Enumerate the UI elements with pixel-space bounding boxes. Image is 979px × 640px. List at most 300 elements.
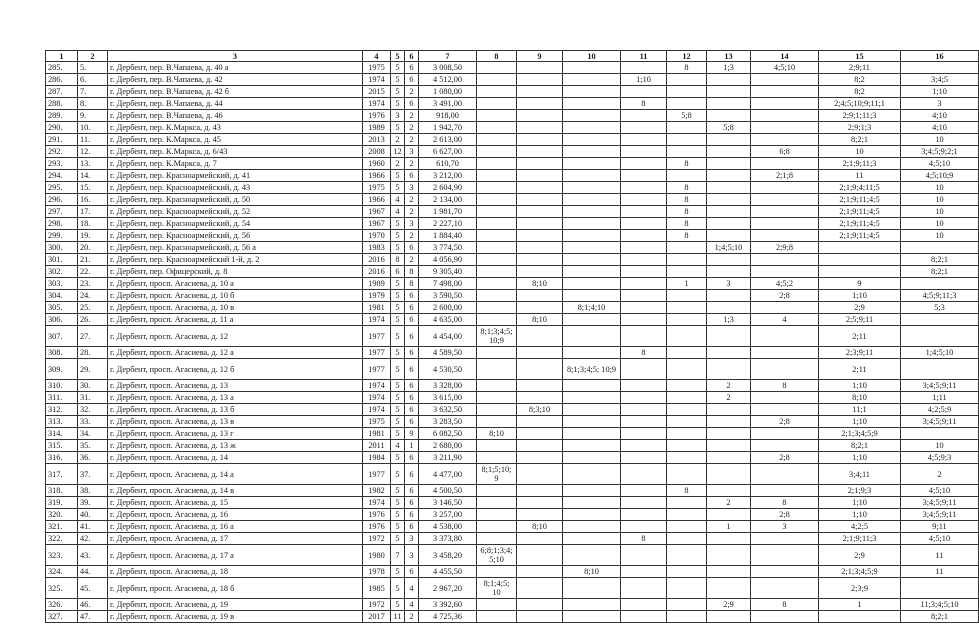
table-cell <box>517 347 563 359</box>
column-header: 2 <box>78 51 108 62</box>
table-cell <box>517 302 563 314</box>
table-cell <box>621 86 667 98</box>
table-cell: 8 <box>405 278 419 290</box>
table-cell: 4;5;9;11;3 <box>901 290 979 302</box>
table-cell: 1975 <box>363 182 391 194</box>
table-cell: 1974 <box>363 380 391 392</box>
table-cell <box>751 218 819 230</box>
table-cell: 5 <box>391 599 405 611</box>
table-cell <box>751 440 819 452</box>
table-cell: 1974 <box>363 392 391 404</box>
table-cell: 1980 <box>363 545 391 566</box>
table-cell: 1 884,40 <box>419 230 477 242</box>
table-cell: 6 627,00 <box>419 146 477 158</box>
table-cell: 5 <box>391 242 405 254</box>
table-cell <box>517 194 563 206</box>
table-cell <box>751 302 819 314</box>
table-row <box>46 359 979 380</box>
table-cell: 5 <box>391 533 405 545</box>
table-cell <box>477 218 517 230</box>
table-cell: 10 <box>901 182 979 194</box>
table-cell <box>563 242 621 254</box>
table-cell: г. Дербент, просп. Агасиева, д. 10 б <box>108 290 363 302</box>
table-cell: 294. <box>46 170 78 182</box>
table-cell: 6 <box>405 485 419 497</box>
table-row <box>46 110 979 122</box>
table-cell: 5 <box>391 404 405 416</box>
table-cell: 8;2 <box>819 86 901 98</box>
table-cell <box>667 611 707 623</box>
table-row <box>46 521 979 533</box>
table-cell <box>667 290 707 302</box>
table-cell: 5 <box>391 392 405 404</box>
table-cell <box>621 182 667 194</box>
table-cell <box>621 416 667 428</box>
table-cell <box>621 611 667 623</box>
table-cell <box>751 74 819 86</box>
table-cell: 36. <box>78 452 108 464</box>
table-cell <box>563 62 621 74</box>
table-row <box>46 242 979 254</box>
table-cell: 2017 <box>363 611 391 623</box>
table-cell <box>563 218 621 230</box>
table-cell: 1976 <box>363 521 391 533</box>
table-cell: 27. <box>78 326 108 347</box>
table-body <box>46 62 979 623</box>
table-cell: 7 <box>391 545 405 566</box>
table-cell: г. Дербент, просп. Агасиева, д. 13 <box>108 380 363 392</box>
table-cell <box>477 347 517 359</box>
table-cell: 1977 <box>363 347 391 359</box>
table-cell: 298. <box>46 218 78 230</box>
table-cell: 3;4;5;9;2;1 <box>901 146 979 158</box>
table-cell <box>477 158 517 170</box>
column-header: 5 <box>391 51 405 62</box>
table-cell: 13. <box>78 158 108 170</box>
table-cell: 2;5;9;11 <box>819 314 901 326</box>
table-cell <box>621 326 667 347</box>
table-cell: г. Дербент, пер. В.Чапаева, д. 40 а <box>108 62 363 74</box>
table-cell: 8 <box>621 98 667 110</box>
table-cell <box>517 242 563 254</box>
table-cell <box>751 206 819 218</box>
table-cell <box>751 359 819 380</box>
table-cell: 302. <box>46 266 78 278</box>
table-cell: 17. <box>78 206 108 218</box>
table-cell <box>563 452 621 464</box>
table-cell: 2 600,00 <box>419 302 477 314</box>
table-cell: 316. <box>46 452 78 464</box>
table-cell: 5 <box>391 314 405 326</box>
table-cell: 2;11 <box>819 326 901 347</box>
table-cell <box>477 521 517 533</box>
table-cell <box>621 194 667 206</box>
table-cell: 289. <box>46 110 78 122</box>
table-cell <box>819 266 901 278</box>
table-cell: 6 <box>405 452 419 464</box>
table-cell: 323. <box>46 545 78 566</box>
table-cell <box>477 359 517 380</box>
table-cell: 2;1;9;4;11;5 <box>819 182 901 194</box>
table-cell: 34. <box>78 428 108 440</box>
table-cell: 3 008,50 <box>419 62 477 74</box>
table-cell: 5 <box>391 380 405 392</box>
table-cell: 4;2;5 <box>819 521 901 533</box>
table-cell: 6 <box>405 98 419 110</box>
table-cell: 6 <box>405 314 419 326</box>
table-row <box>46 170 979 182</box>
table-cell <box>667 578 707 599</box>
table-cell: 8 <box>667 206 707 218</box>
table-cell: 1 <box>819 599 901 611</box>
table-cell <box>563 464 621 485</box>
table-cell: 306. <box>46 314 78 326</box>
table-cell <box>563 314 621 326</box>
table-cell <box>667 416 707 428</box>
table-cell: 8 <box>667 158 707 170</box>
table-cell: г. Дербент, пер. В.Чапаева, д. 42 <box>108 74 363 86</box>
table-cell <box>707 182 751 194</box>
table-cell <box>517 290 563 302</box>
table-cell: 2 604,90 <box>419 182 477 194</box>
table-cell: 1;11 <box>901 392 979 404</box>
table-cell: 1;4;5;10 <box>707 242 751 254</box>
table-cell: 3 <box>405 533 419 545</box>
table-cell: г. Дербент, пер. К.Маркса, д. 7 <box>108 158 363 170</box>
table-cell: 6 <box>405 170 419 182</box>
table-cell <box>707 326 751 347</box>
table-cell: 8 <box>621 533 667 545</box>
table-row <box>46 62 979 74</box>
table-cell <box>517 86 563 98</box>
table-cell <box>621 290 667 302</box>
table-cell <box>667 314 707 326</box>
table-cell <box>707 146 751 158</box>
table-cell <box>751 545 819 566</box>
table-cell: 5 <box>391 62 405 74</box>
table-cell: 1984 <box>363 452 391 464</box>
table-cell: 1;10 <box>819 380 901 392</box>
table-row <box>46 122 979 134</box>
table-cell: 3 <box>405 182 419 194</box>
table-cell: 2 <box>391 134 405 146</box>
table-cell: 2;1;9;3 <box>819 485 901 497</box>
table-cell: 2;9 <box>819 302 901 314</box>
table-cell <box>563 134 621 146</box>
column-header: 11 <box>621 51 667 62</box>
table-cell: 26. <box>78 314 108 326</box>
table-cell <box>751 182 819 194</box>
table-cell: 3 <box>391 110 405 122</box>
table-cell: 6 <box>405 359 419 380</box>
column-header: 1 <box>46 51 78 62</box>
table-cell <box>621 230 667 242</box>
table-cell: 3 <box>751 521 819 533</box>
table-row <box>46 464 979 485</box>
table-cell: г. Дербент, пер. Красноармейский, д. 50 <box>108 194 363 206</box>
table-cell: г. Дербент, просп. Агасиева, д. 13 ж <box>108 440 363 452</box>
table-cell <box>621 146 667 158</box>
table-cell: г. Дербент, пер. В.Чапаева, д. 42 б <box>108 86 363 98</box>
table-cell: 5 <box>391 497 405 509</box>
table-cell: 2;8 <box>751 509 819 521</box>
table-cell <box>563 230 621 242</box>
table-cell <box>563 146 621 158</box>
table-cell: 1974 <box>363 98 391 110</box>
table-row <box>46 404 979 416</box>
table-cell <box>901 314 979 326</box>
table-cell <box>707 74 751 86</box>
table-cell <box>667 380 707 392</box>
table-row <box>46 416 979 428</box>
table-cell <box>517 416 563 428</box>
table-cell: 3;4;11 <box>819 464 901 485</box>
table-cell: г. Дербент, просп. Агасиева, д. 12 <box>108 326 363 347</box>
table-cell: 1979 <box>363 290 391 302</box>
table-cell <box>517 266 563 278</box>
table-cell <box>707 428 751 440</box>
table-cell: 3 491,00 <box>419 98 477 110</box>
table-cell: 35. <box>78 440 108 452</box>
table-cell: 39. <box>78 497 108 509</box>
table-cell <box>477 509 517 521</box>
table-cell: 301. <box>46 254 78 266</box>
table-row <box>46 497 979 509</box>
table-cell: 8 <box>667 218 707 230</box>
table-cell: 4 <box>391 440 405 452</box>
table-cell: 3;4;5;9;11 <box>901 509 979 521</box>
table-cell: 2;1;9;11;4;5 <box>819 218 901 230</box>
table-cell: 303. <box>46 278 78 290</box>
table-cell: 1972 <box>363 599 391 611</box>
table-cell <box>751 611 819 623</box>
table-cell <box>517 464 563 485</box>
table-cell <box>517 206 563 218</box>
table-cell <box>517 326 563 347</box>
table-cell: 41. <box>78 521 108 533</box>
table-cell: 1 <box>667 278 707 290</box>
table-cell: 8;2;1 <box>901 266 979 278</box>
column-header: 16 <box>901 51 979 62</box>
table-cell: 5;8 <box>707 122 751 134</box>
table-row <box>46 611 979 623</box>
table-cell: 8;10 <box>819 392 901 404</box>
table-cell: 45. <box>78 578 108 599</box>
table-cell: 2;4;5;10;9;11;1 <box>819 98 901 110</box>
table-cell: 1972 <box>363 533 391 545</box>
table-cell <box>477 266 517 278</box>
table-cell <box>477 182 517 194</box>
table-cell <box>517 392 563 404</box>
table-cell <box>621 62 667 74</box>
table-cell <box>477 533 517 545</box>
table-cell <box>477 134 517 146</box>
table-cell: 1976 <box>363 509 391 521</box>
table-cell: 8 <box>667 485 707 497</box>
table-cell: 2;1;8 <box>751 170 819 182</box>
table-cell: 18. <box>78 218 108 230</box>
table-cell: 4 <box>391 194 405 206</box>
table-cell: 5 <box>391 302 405 314</box>
table-cell <box>517 452 563 464</box>
table-cell: 38. <box>78 485 108 497</box>
table-row <box>46 509 979 521</box>
table-cell <box>667 74 707 86</box>
table-cell <box>819 242 901 254</box>
table-row <box>46 134 979 146</box>
table-cell <box>477 566 517 578</box>
table-row <box>46 74 979 86</box>
table-cell <box>517 98 563 110</box>
table-cell: 2 <box>391 158 405 170</box>
table-cell: 10 <box>819 146 901 158</box>
table-cell <box>563 497 621 509</box>
table-cell: 8;1;3;4;5; 10;9 <box>563 359 621 380</box>
table-cell: 4;5;10;9 <box>901 170 979 182</box>
table-cell: 3;4;5;9;11 <box>901 497 979 509</box>
table-cell <box>707 170 751 182</box>
table-cell: 2 134,00 <box>419 194 477 206</box>
table-cell <box>563 326 621 347</box>
table-cell <box>707 464 751 485</box>
table-cell <box>563 545 621 566</box>
table-cell: 5 <box>391 278 405 290</box>
table-cell: 4;2;5;9 <box>901 404 979 416</box>
table-cell: г. Дербент, пер. Офицерский, д. 8 <box>108 266 363 278</box>
table-cell: 1974 <box>363 74 391 86</box>
table-cell: 5 <box>391 122 405 134</box>
table-cell <box>751 134 819 146</box>
table-cell: 24. <box>78 290 108 302</box>
table-cell <box>707 509 751 521</box>
table-cell <box>477 194 517 206</box>
table-cell: 1966 <box>363 170 391 182</box>
table-cell <box>751 464 819 485</box>
table-cell <box>667 86 707 98</box>
table-cell: 5 <box>391 98 405 110</box>
table-cell <box>751 254 819 266</box>
table-cell <box>707 254 751 266</box>
table-cell: 5 <box>391 86 405 98</box>
table-cell: 2;9;11 <box>819 62 901 74</box>
table-cell: 14. <box>78 170 108 182</box>
table-cell <box>707 359 751 380</box>
table-row <box>46 278 979 290</box>
table-cell <box>563 392 621 404</box>
table-row <box>46 146 979 158</box>
table-cell: г. Дербент, пер. В.Чапаева, д. 46 <box>108 110 363 122</box>
table-cell: 1;10 <box>819 452 901 464</box>
table-cell <box>517 485 563 497</box>
table-cell: 2013 <box>363 134 391 146</box>
table-cell <box>477 485 517 497</box>
table-cell: 5 <box>391 416 405 428</box>
table-cell: 2 967,20 <box>419 578 477 599</box>
table-cell: 5 <box>391 218 405 230</box>
table-cell: 5 <box>391 170 405 182</box>
table-cell: 22. <box>78 266 108 278</box>
table-cell <box>621 242 667 254</box>
table-cell: 5 <box>391 452 405 464</box>
table-cell: 321. <box>46 521 78 533</box>
table-cell: г. Дербент, пер. Красноармейский, д. 56 <box>108 230 363 242</box>
table-cell <box>477 122 517 134</box>
table-cell <box>563 404 621 416</box>
table-cell <box>667 509 707 521</box>
table-cell: 23. <box>78 278 108 290</box>
table-cell: 1 942,70 <box>419 122 477 134</box>
table-cell <box>707 86 751 98</box>
table-cell: 2 <box>405 254 419 266</box>
table-cell: г. Дербент, просп. Агасиева, д. 16 <box>108 509 363 521</box>
table-cell: 15. <box>78 182 108 194</box>
table-cell: 3 458,20 <box>419 545 477 566</box>
table-cell: 1981 <box>363 428 391 440</box>
table-cell: г. Дербент, пер. Красноармейский, д. 41 <box>108 170 363 182</box>
table-cell: 4 <box>405 599 419 611</box>
table-cell: г. Дербент, просп. Агасиева, д. 14 в <box>108 485 363 497</box>
table-cell: 3 257,00 <box>419 509 477 521</box>
table-cell: 1975 <box>363 416 391 428</box>
table-cell: г. Дербент, просп. Агасиева, д. 15 <box>108 497 363 509</box>
table-cell: 11 <box>819 170 901 182</box>
table-cell: 9;11 <box>901 521 979 533</box>
table-cell: 327. <box>46 611 78 623</box>
column-header: 6 <box>405 51 419 62</box>
table-cell <box>477 86 517 98</box>
table-cell <box>563 278 621 290</box>
table-cell <box>751 428 819 440</box>
table-cell: 2;8 <box>751 290 819 302</box>
table-cell: 6 <box>405 74 419 86</box>
table-cell <box>707 230 751 242</box>
table-cell: 5;3 <box>901 302 979 314</box>
table-cell: 1974 <box>363 404 391 416</box>
table-cell: 315. <box>46 440 78 452</box>
table-cell: г. Дербент, пер. Красноармейский, д. 43 <box>108 182 363 194</box>
table-cell <box>563 170 621 182</box>
table-cell: 7 498,00 <box>419 278 477 290</box>
table-cell <box>667 392 707 404</box>
table-cell <box>751 266 819 278</box>
table-cell: 11. <box>78 134 108 146</box>
table-cell: 33. <box>78 416 108 428</box>
table-cell: 31. <box>78 392 108 404</box>
table-cell <box>517 134 563 146</box>
table-cell: 1976 <box>363 110 391 122</box>
table-cell: 7. <box>78 86 108 98</box>
table-cell <box>751 122 819 134</box>
table-cell <box>667 497 707 509</box>
table-cell: 8;10 <box>563 566 621 578</box>
table-cell: 8 <box>667 62 707 74</box>
table-cell <box>517 62 563 74</box>
table-cell: г. Дербент, просп. Агасиева, д. 18 б <box>108 578 363 599</box>
column-header: 4 <box>363 51 391 62</box>
table-row <box>46 392 979 404</box>
table-cell <box>517 182 563 194</box>
table-cell <box>901 326 979 347</box>
table-cell: 3 632,50 <box>419 404 477 416</box>
table-cell: 2 <box>707 497 751 509</box>
table-cell: 2;1;3;4;5;9 <box>819 566 901 578</box>
table-cell <box>563 611 621 623</box>
table-cell <box>667 254 707 266</box>
table-cell <box>751 326 819 347</box>
table-cell: 3 146,50 <box>419 497 477 509</box>
table-cell <box>517 254 563 266</box>
table-cell <box>621 206 667 218</box>
